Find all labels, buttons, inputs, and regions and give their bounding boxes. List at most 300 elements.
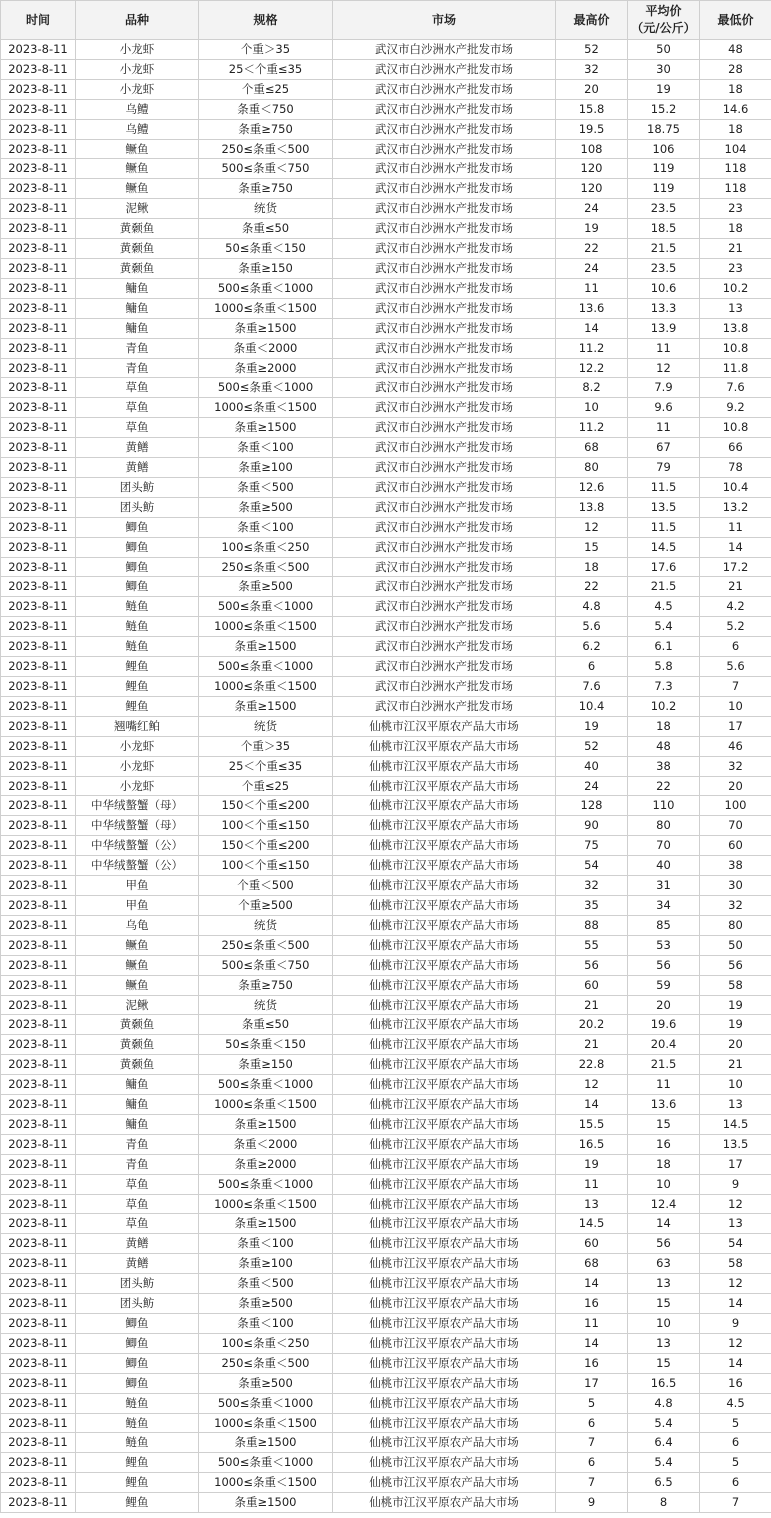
cell-spec: 250≤条重＜500	[199, 139, 333, 159]
cell-avg-price: 48	[628, 736, 700, 756]
table-row	[1, 856, 771, 876]
cell-min-price: 6	[700, 1433, 771, 1453]
cell-max-price: 15.5	[556, 1114, 628, 1134]
cell-market: 仙桃市江汉平原农产品大市场	[333, 1194, 556, 1214]
cell-max-price: 13.8	[556, 497, 628, 517]
table-row	[1, 736, 771, 756]
cell-variety: 鲫鱼	[76, 557, 199, 577]
cell-market: 仙桃市江汉平原农产品大市场	[333, 995, 556, 1015]
cell-min-price: 14.5	[700, 1114, 771, 1134]
cell-spec: 500≤条重＜1000	[199, 657, 333, 677]
cell-variety: 鳙鱼	[76, 1114, 199, 1134]
cell-spec: 条重＜500	[199, 1274, 333, 1294]
cell-date: 2023-8-11	[1, 876, 76, 896]
cell-avg-price: 12	[628, 358, 700, 378]
cell-spec: 100＜个重≤150	[199, 816, 333, 836]
cell-spec: 条重≥100	[199, 458, 333, 478]
cell-min-price: 118	[700, 159, 771, 179]
cell-min-price: 14	[700, 1353, 771, 1373]
table-row	[1, 935, 771, 955]
cell-avg-price: 6.1	[628, 637, 700, 657]
cell-min-price: 32	[700, 756, 771, 776]
cell-spec: 条重≥1500	[199, 696, 333, 716]
cell-avg-price: 16.5	[628, 1373, 700, 1393]
cell-date: 2023-8-11	[1, 1294, 76, 1314]
cell-market: 仙桃市江汉平原农产品大市场	[333, 1373, 556, 1393]
cell-avg-price: 11	[628, 338, 700, 358]
cell-max-price: 22.8	[556, 1055, 628, 1075]
cell-market: 仙桃市江汉平原农产品大市场	[333, 1333, 556, 1353]
cell-max-price: 7.6	[556, 677, 628, 697]
table-row	[1, 1134, 771, 1154]
cell-avg-price: 10	[628, 1314, 700, 1334]
cell-max-price: 7	[556, 1473, 628, 1493]
cell-max-price: 12.2	[556, 358, 628, 378]
cell-market: 武汉市白沙洲水产批发市场	[333, 59, 556, 79]
cell-date: 2023-8-11	[1, 657, 76, 677]
cell-min-price: 54	[700, 1234, 771, 1254]
cell-spec: 条重＜500	[199, 477, 333, 497]
cell-variety: 团头鲂	[76, 1274, 199, 1294]
cell-market: 武汉市白沙洲水产批发市场	[333, 219, 556, 239]
cell-min-price: 9	[700, 1174, 771, 1194]
cell-min-price: 14.6	[700, 99, 771, 119]
cell-avg-price: 80	[628, 816, 700, 836]
cell-min-price: 4.2	[700, 597, 771, 617]
table-row	[1, 219, 771, 239]
cell-avg-price: 11.5	[628, 477, 700, 497]
cell-avg-price: 12.4	[628, 1194, 700, 1214]
cell-max-price: 90	[556, 816, 628, 836]
cell-avg-price: 20.4	[628, 1035, 700, 1055]
cell-avg-price: 14.5	[628, 537, 700, 557]
cell-avg-price: 10.6	[628, 278, 700, 298]
cell-max-price: 10	[556, 398, 628, 418]
cell-market: 仙桃市江汉平原农产品大市场	[333, 1134, 556, 1154]
cell-avg-price: 56	[628, 955, 700, 975]
cell-spec: 个重＜500	[199, 876, 333, 896]
table-row	[1, 876, 771, 896]
table-row	[1, 199, 771, 219]
cell-min-price: 58	[700, 975, 771, 995]
cell-variety: 鳜鱼	[76, 955, 199, 975]
table-row	[1, 318, 771, 338]
cell-spec: 250≤条重＜500	[199, 1353, 333, 1373]
cell-spec: 条重≥750	[199, 179, 333, 199]
cell-min-price: 6	[700, 1473, 771, 1493]
cell-date: 2023-8-11	[1, 975, 76, 995]
cell-avg-price: 19	[628, 79, 700, 99]
cell-min-price: 56	[700, 955, 771, 975]
cell-variety: 鲤鱼	[76, 696, 199, 716]
cell-market: 仙桃市江汉平原农产品大市场	[333, 1493, 556, 1513]
cell-date: 2023-8-11	[1, 1274, 76, 1294]
cell-date: 2023-8-11	[1, 59, 76, 79]
table-row	[1, 816, 771, 836]
cell-spec: 个重＞35	[199, 40, 333, 60]
cell-avg-price: 23.5	[628, 258, 700, 278]
cell-avg-price: 21.5	[628, 577, 700, 597]
cell-market: 仙桃市江汉平原农产品大市场	[333, 1314, 556, 1334]
cell-min-price: 14	[700, 1294, 771, 1314]
table-row	[1, 278, 771, 298]
cell-variety: 鲤鱼	[76, 1453, 199, 1473]
cell-max-price: 128	[556, 796, 628, 816]
header-market: 市场	[333, 1, 556, 40]
cell-variety: 团头鲂	[76, 477, 199, 497]
table-row	[1, 139, 771, 159]
cell-spec: 100＜个重≤150	[199, 856, 333, 876]
cell-variety: 黄颡鱼	[76, 219, 199, 239]
cell-max-price: 6	[556, 1453, 628, 1473]
cell-market: 武汉市白沙洲水产批发市场	[333, 577, 556, 597]
cell-avg-price: 13.6	[628, 1095, 700, 1115]
cell-variety: 鲤鱼	[76, 657, 199, 677]
cell-variety: 鲤鱼	[76, 677, 199, 697]
cell-variety: 泥鳅	[76, 199, 199, 219]
cell-market: 仙桃市江汉平原农产品大市场	[333, 1453, 556, 1473]
cell-variety: 鲫鱼	[76, 537, 199, 557]
cell-spec: 条重≥1500	[199, 318, 333, 338]
table-row	[1, 915, 771, 935]
cell-spec: 250≤条重＜500	[199, 557, 333, 577]
table-row	[1, 1333, 771, 1353]
cell-min-price: 13.2	[700, 497, 771, 517]
cell-market: 仙桃市江汉平原农产品大市场	[333, 935, 556, 955]
cell-date: 2023-8-11	[1, 179, 76, 199]
cell-market: 仙桃市江汉平原农产品大市场	[333, 975, 556, 995]
cell-min-price: 18	[700, 219, 771, 239]
cell-max-price: 11	[556, 1174, 628, 1194]
table-row	[1, 79, 771, 99]
cell-date: 2023-8-11	[1, 1035, 76, 1055]
cell-avg-price: 15	[628, 1294, 700, 1314]
cell-min-price: 21	[700, 577, 771, 597]
cell-market: 武汉市白沙洲水产批发市场	[333, 597, 556, 617]
header-variety: 品种	[76, 1, 199, 40]
cell-market: 仙桃市江汉平原农产品大市场	[333, 856, 556, 876]
cell-avg-price: 7.9	[628, 378, 700, 398]
cell-variety: 鳜鱼	[76, 975, 199, 995]
cell-max-price: 16	[556, 1294, 628, 1314]
cell-market: 仙桃市江汉平原农产品大市场	[333, 1075, 556, 1095]
cell-date: 2023-8-11	[1, 1453, 76, 1473]
cell-min-price: 5.6	[700, 657, 771, 677]
cell-date: 2023-8-11	[1, 716, 76, 736]
cell-max-price: 21	[556, 1035, 628, 1055]
cell-date: 2023-8-11	[1, 318, 76, 338]
cell-avg-price: 110	[628, 796, 700, 816]
cell-min-price: 13	[700, 1214, 771, 1234]
cell-market: 仙桃市江汉平原农产品大市场	[333, 955, 556, 975]
table-row	[1, 796, 771, 816]
cell-min-price: 9	[700, 1314, 771, 1334]
cell-avg-price: 21.5	[628, 1055, 700, 1075]
cell-spec: 条重≥1500	[199, 418, 333, 438]
cell-date: 2023-8-11	[1, 258, 76, 278]
cell-max-price: 19	[556, 219, 628, 239]
cell-avg-price: 56	[628, 1234, 700, 1254]
cell-min-price: 12	[700, 1194, 771, 1214]
cell-market: 仙桃市江汉平原农产品大市场	[333, 776, 556, 796]
cell-spec: 条重≥100	[199, 1254, 333, 1274]
cell-max-price: 11.2	[556, 418, 628, 438]
cell-variety: 鳜鱼	[76, 935, 199, 955]
cell-date: 2023-8-11	[1, 398, 76, 418]
cell-min-price: 11.8	[700, 358, 771, 378]
cell-date: 2023-8-11	[1, 1373, 76, 1393]
cell-min-price: 5.2	[700, 617, 771, 637]
cell-avg-price: 34	[628, 895, 700, 915]
header-min-price: 最低价	[700, 1, 771, 40]
cell-variety: 泥鳅	[76, 995, 199, 1015]
cell-spec: 150＜个重≤200	[199, 836, 333, 856]
cell-market: 武汉市白沙洲水产批发市场	[333, 318, 556, 338]
cell-min-price: 46	[700, 736, 771, 756]
cell-max-price: 8.2	[556, 378, 628, 398]
cell-avg-price: 5.4	[628, 1453, 700, 1473]
cell-spec: 条重＜100	[199, 438, 333, 458]
table-row	[1, 557, 771, 577]
cell-avg-price: 18	[628, 716, 700, 736]
cell-variety: 甲鱼	[76, 895, 199, 915]
cell-market: 仙桃市江汉平原农产品大市场	[333, 1254, 556, 1274]
cell-spec: 25＜个重≤35	[199, 59, 333, 79]
cell-max-price: 80	[556, 458, 628, 478]
cell-spec: 个重≤25	[199, 79, 333, 99]
cell-spec: 25＜个重≤35	[199, 756, 333, 776]
cell-market: 武汉市白沙洲水产批发市场	[333, 418, 556, 438]
cell-spec: 统货	[199, 995, 333, 1015]
cell-max-price: 52	[556, 736, 628, 756]
cell-market: 仙桃市江汉平原农产品大市场	[333, 1095, 556, 1115]
cell-avg-price: 50	[628, 40, 700, 60]
cell-spec: 条重≥1500	[199, 1214, 333, 1234]
cell-date: 2023-8-11	[1, 99, 76, 119]
cell-spec: 1000≤条重＜1500	[199, 1473, 333, 1493]
cell-min-price: 7	[700, 1493, 771, 1513]
header-date: 时间	[1, 1, 76, 40]
cell-spec: 条重≥1500	[199, 1493, 333, 1513]
cell-min-price: 70	[700, 816, 771, 836]
table-row	[1, 756, 771, 776]
cell-min-price: 28	[700, 59, 771, 79]
cell-spec: 1000≤条重＜1500	[199, 398, 333, 418]
cell-spec: 100≤条重＜250	[199, 537, 333, 557]
cell-variety: 鳙鱼	[76, 1075, 199, 1095]
cell-spec: 条重≥1500	[199, 637, 333, 657]
cell-max-price: 120	[556, 159, 628, 179]
cell-avg-price: 6.5	[628, 1473, 700, 1493]
cell-max-price: 14.5	[556, 1214, 628, 1234]
table-row	[1, 497, 771, 517]
cell-avg-price: 13.5	[628, 497, 700, 517]
cell-min-price: 10	[700, 1075, 771, 1095]
cell-variety: 鳙鱼	[76, 278, 199, 298]
cell-date: 2023-8-11	[1, 517, 76, 537]
cell-variety: 小龙虾	[76, 776, 199, 796]
cell-min-price: 19	[700, 1015, 771, 1035]
cell-variety: 小龙虾	[76, 79, 199, 99]
cell-spec: 条重≥500	[199, 1373, 333, 1393]
cell-avg-price: 10	[628, 1174, 700, 1194]
cell-market: 仙桃市江汉平原农产品大市场	[333, 876, 556, 896]
cell-avg-price: 18	[628, 1154, 700, 1174]
cell-variety: 鳙鱼	[76, 298, 199, 318]
cell-market: 仙桃市江汉平原农产品大市场	[333, 716, 556, 736]
cell-min-price: 21	[700, 239, 771, 259]
cell-max-price: 21	[556, 995, 628, 1015]
cell-spec: 250≤条重＜500	[199, 935, 333, 955]
cell-min-price: 32	[700, 895, 771, 915]
cell-spec: 条重≤50	[199, 219, 333, 239]
cell-spec: 500≤条重＜1000	[199, 1075, 333, 1095]
cell-date: 2023-8-11	[1, 239, 76, 259]
cell-market: 武汉市白沙洲水产批发市场	[333, 497, 556, 517]
cell-market: 仙桃市江汉平原农产品大市场	[333, 1433, 556, 1453]
cell-avg-price: 13.3	[628, 298, 700, 318]
cell-variety: 草鱼	[76, 378, 199, 398]
cell-market: 仙桃市江汉平原农产品大市场	[333, 1174, 556, 1194]
cell-max-price: 32	[556, 876, 628, 896]
cell-market: 武汉市白沙洲水产批发市场	[333, 458, 556, 478]
cell-variety: 草鱼	[76, 1174, 199, 1194]
cell-avg-price: 5.4	[628, 1413, 700, 1433]
cell-variety: 鲤鱼	[76, 1493, 199, 1513]
cell-max-price: 19	[556, 1154, 628, 1174]
cell-variety: 中华绒螯蟹（母）	[76, 816, 199, 836]
cell-min-price: 9.2	[700, 398, 771, 418]
cell-market: 仙桃市江汉平原农产品大市场	[333, 1114, 556, 1134]
cell-avg-price: 15.2	[628, 99, 700, 119]
cell-date: 2023-8-11	[1, 119, 76, 139]
table-row	[1, 1234, 771, 1254]
cell-max-price: 24	[556, 776, 628, 796]
cell-spec: 条重≥2000	[199, 1154, 333, 1174]
cell-max-price: 52	[556, 40, 628, 60]
cell-avg-price: 40	[628, 856, 700, 876]
table-row	[1, 1114, 771, 1134]
cell-max-price: 75	[556, 836, 628, 856]
cell-variety: 鳜鱼	[76, 179, 199, 199]
table-row	[1, 836, 771, 856]
cell-spec: 50≤条重＜150	[199, 239, 333, 259]
cell-spec: 统货	[199, 915, 333, 935]
cell-max-price: 14	[556, 318, 628, 338]
cell-max-price: 54	[556, 856, 628, 876]
cell-market: 武汉市白沙洲水产批发市场	[333, 557, 556, 577]
table-row	[1, 657, 771, 677]
cell-date: 2023-8-11	[1, 955, 76, 975]
table-row	[1, 597, 771, 617]
cell-date: 2023-8-11	[1, 1314, 76, 1334]
cell-avg-price: 85	[628, 915, 700, 935]
cell-min-price: 38	[700, 856, 771, 876]
cell-market: 仙桃市江汉平原农产品大市场	[333, 836, 556, 856]
cell-max-price: 5.6	[556, 617, 628, 637]
cell-variety: 青鱼	[76, 1134, 199, 1154]
table-row	[1, 258, 771, 278]
cell-min-price: 18	[700, 119, 771, 139]
table-row	[1, 1154, 771, 1174]
cell-min-price: 7	[700, 677, 771, 697]
cell-min-price: 11	[700, 517, 771, 537]
header-avg-price	[628, 1, 700, 40]
table-row	[1, 517, 771, 537]
cell-min-price: 14	[700, 537, 771, 557]
cell-avg-price: 13	[628, 1274, 700, 1294]
table-row	[1, 1254, 771, 1274]
cell-avg-price: 59	[628, 975, 700, 995]
cell-max-price: 16.5	[556, 1134, 628, 1154]
cell-max-price: 88	[556, 915, 628, 935]
cell-min-price: 17	[700, 716, 771, 736]
table-row	[1, 1214, 771, 1234]
cell-variety: 黄鳝	[76, 1234, 199, 1254]
cell-market: 武汉市白沙洲水产批发市场	[333, 677, 556, 697]
cell-min-price: 20	[700, 1035, 771, 1055]
cell-min-price: 58	[700, 1254, 771, 1274]
cell-max-price: 12	[556, 517, 628, 537]
table-row	[1, 1035, 771, 1055]
cell-market: 仙桃市江汉平原农产品大市场	[333, 1274, 556, 1294]
cell-avg-price: 70	[628, 836, 700, 856]
table-row	[1, 398, 771, 418]
cell-variety: 黄鳝	[76, 1254, 199, 1274]
cell-date: 2023-8-11	[1, 1393, 76, 1413]
cell-avg-price: 17.6	[628, 557, 700, 577]
cell-avg-price: 63	[628, 1254, 700, 1274]
cell-avg-price: 18.5	[628, 219, 700, 239]
cell-market: 武汉市白沙洲水产批发市场	[333, 239, 556, 259]
cell-date: 2023-8-11	[1, 1174, 76, 1194]
cell-min-price: 5	[700, 1453, 771, 1473]
cell-min-price: 60	[700, 836, 771, 856]
cell-spec: 条重≥750	[199, 975, 333, 995]
table-row	[1, 1493, 771, 1513]
table-row	[1, 119, 771, 139]
cell-date: 2023-8-11	[1, 895, 76, 915]
cell-max-price: 22	[556, 577, 628, 597]
cell-variety: 黄颡鱼	[76, 258, 199, 278]
cell-market: 武汉市白沙洲水产批发市场	[333, 338, 556, 358]
cell-min-price: 30	[700, 876, 771, 896]
cell-market: 仙桃市江汉平原农产品大市场	[333, 1015, 556, 1035]
cell-min-price: 23	[700, 258, 771, 278]
cell-variety: 鲢鱼	[76, 617, 199, 637]
cell-avg-price: 22	[628, 776, 700, 796]
cell-market: 仙桃市江汉平原农产品大市场	[333, 1234, 556, 1254]
cell-spec: 500≤条重＜1000	[199, 1393, 333, 1413]
cell-market: 武汉市白沙洲水产批发市场	[333, 657, 556, 677]
cell-max-price: 60	[556, 1234, 628, 1254]
cell-max-price: 68	[556, 438, 628, 458]
cell-variety: 乌龟	[76, 915, 199, 935]
cell-avg-price: 23.5	[628, 199, 700, 219]
cell-avg-price: 13	[628, 1333, 700, 1353]
cell-variety: 甲鱼	[76, 876, 199, 896]
cell-date: 2023-8-11	[1, 1234, 76, 1254]
table-row	[1, 1393, 771, 1413]
cell-max-price: 4.8	[556, 597, 628, 617]
cell-max-price: 11	[556, 1314, 628, 1334]
cell-variety: 草鱼	[76, 418, 199, 438]
cell-spec: 条重≥2000	[199, 358, 333, 378]
cell-spec: 条重＜100	[199, 1234, 333, 1254]
cell-market: 武汉市白沙洲水产批发市场	[333, 159, 556, 179]
cell-max-price: 108	[556, 139, 628, 159]
cell-avg-price: 119	[628, 159, 700, 179]
